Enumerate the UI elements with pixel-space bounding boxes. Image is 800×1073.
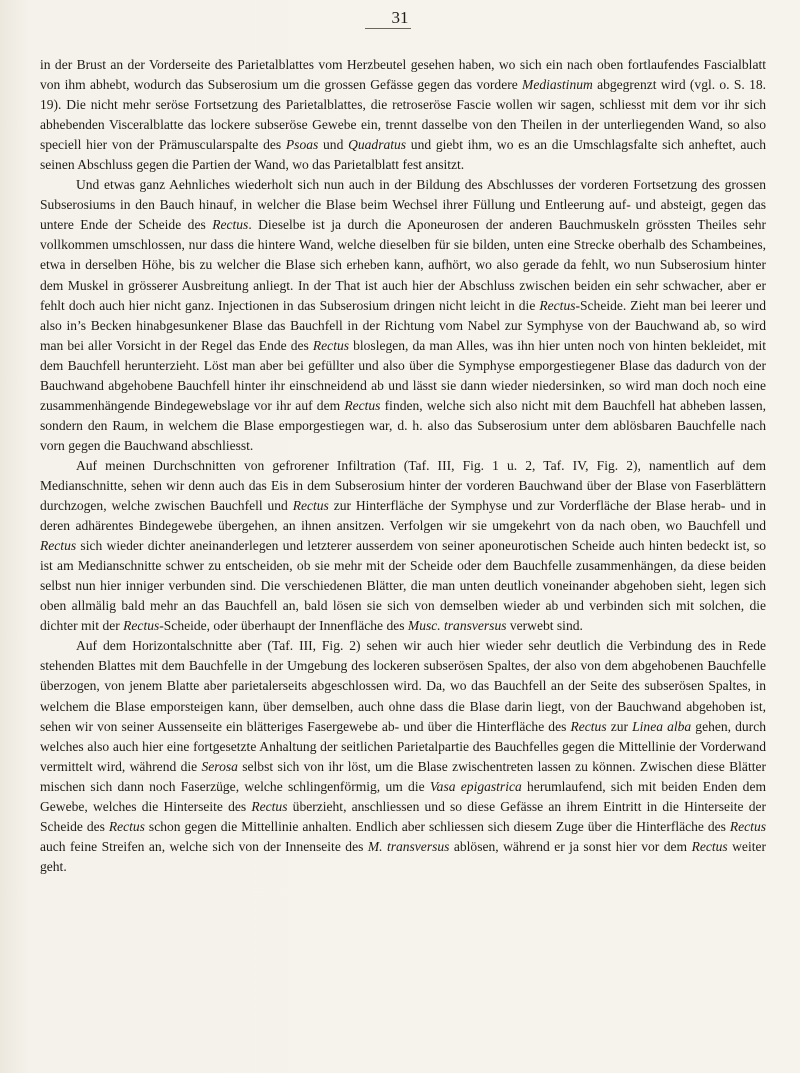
text-run: gehen, durch welches also auch hier eine fortgesetzte Anhaltung der seitlichen Parietalpartie des Bauchfelles gegen die Mittellinie der Vorderwand vermittelt wird, während die	[40, 718, 766, 774]
text-run: und giebt ihm, wo es an die Umschlagsfalte sich anheftet, auch seinen Abschluss gegen die Partien der Wand, wo das Parietalblatt fest ansitzt.	[40, 137, 766, 173]
text-run: zur Hinterfläche der Symphyse und zur Vorderfläche der Blase herab- und in deren adhärentes Bindegewebe übergehen, an ihnen ansitzen. Verfolgen wir sie umgekehrt von da nach oben, wo Bauchfell und	[40, 498, 766, 534]
italic-term: Rectus	[212, 217, 249, 233]
text-run: schon gegen die Mittellinie anhalten. Endlich aber schliessen sich diesem Zuge über die Hinterfläche des	[144, 818, 730, 834]
page-number: 31	[391, 8, 409, 27]
italic-term: Vasa epigastrica	[429, 778, 522, 794]
text-run: abgegrenzt wird (vgl. o. S. 18. 19). Die nicht mehr seröse Fortsetzung des Parietalblattes, die retroseröse Fascie wollen wir sagen, schliesst mit dem vor ihr sich abhebenden Visceralblatte das lockere subseröse Gewebe ein, trennt dasselbe von den Theilen in der unterliegenden Wand, so also speciell hier von der Prämuscularspalte des	[40, 77, 766, 153]
text-run: . Dieselbe ist ja durch die Aponeurosen der anderen Bauchmuskeln grössten Theiles sehr vollkommen umschlossen, nur dass die hintere Wand, welche dieselben für sie bilden, unten eine Strecke oberhalb des Schambeines, etwa in derselben Höhe, bis zu welcher die Blase sich erheben kann, aufhört, wo also gerade da fehlt, wo nun Subserosium hinter dem Muskel in grösserer Ausbreitung anliegt. In der That ist auch hier der Abschluss zwischen beiden ein sehr schwacher, aber er fehlt doch auch hier nicht ganz. Injectionen in das Subserosium dringen nicht leicht in die	[40, 217, 766, 313]
paragraph	[40, 175, 766, 456]
italic-term: Rectus	[539, 297, 576, 313]
text-run: selbst sich von ihr löst, um die Blase zwischentreten lassen zu können. Zwischen diese Blätter mischen sich dann noch Faserzüge, welche schlingenförmig, um die	[40, 758, 766, 794]
italic-term: Rectus	[251, 798, 288, 814]
text-run: verwebt sind.	[506, 618, 583, 634]
text-run: bloslegen, da man Alles, was ihn hier unten noch von hinten bekleidet, mit dem Bauchfell herunterzieht. Löst man aber bei gefüllter und also über die Symphyse emporgestiegener Blase das dadurch von der Bauchwand abgehobene Bauchfell hinter ihr einschneidend ab und lässt sie dann wieder niedersinken, so wird man doch noch eine zusammenhängende Bindegewebslage vor ihr auf dem	[40, 337, 766, 413]
text-run: auch feine Streifen an, welche sich von der Innenseite des	[40, 838, 368, 854]
text-run: überzieht, anschliessen und so diese Gefässe an ihrem Eintritt in die Hinterseite der Scheide des	[40, 798, 767, 834]
text-run: Auf dem Horizontalschnitte aber (Taf. III, Fig. 2) sehen wir auch hier wieder sehr deutlich die Verbindung des in Rede stehenden Blattes mit dem Bauchfelle in der Umgebung des lockeren subserösen Spaltes, der also von dem abgehobenen Bauchfelle überzogen, von jenem Blatte aber parietalerseits abgeschlossen wird. Da, wo das Bauchfell an der Seite des subserösen Spaltes, in welchem die Blase emporsteigen kann, über demselben, auch ohne dass die Blase darin liegt, von der Bauchwand abgehoben ist, sehen wir von seiner Aussenseite ein blätteriges Fasergewebe ab- und über die Hinterfläche des	[40, 638, 766, 734]
page-number-rule	[365, 28, 411, 29]
text-run: und	[318, 137, 349, 153]
italic-term: Psoas	[285, 137, 319, 153]
italic-term: Rectus	[570, 718, 607, 734]
italic-term: Rectus	[108, 818, 145, 834]
text-run: sich wieder dichter aneinanderlegen und letzterer ausserdem von seiner aponeurotischen Scheide auch hinten bedeckt ist, so ist am Medianschnitte schwer zu entscheiden, ob sie mehr mit der Scheide oder dem Bauchfelle zusammenhängen, da diese beiden selbst nun hier inniger verbunden sind. Die verschiedenen Blätter, die man unten deutlich voneinander abgehoben sieht, legen sich oben allmälig bald mehr an das Bauchfell an, bald lösen sie sich von demselben wieder ab und verbinden sich mit solchen, die dichter mit der	[40, 538, 766, 634]
italic-term: M. transversus	[367, 838, 450, 854]
text-run: ablösen, während er ja sonst hier vor dem	[449, 838, 692, 854]
italic-term: Rectus	[729, 818, 766, 834]
italic-term: Quadratus	[348, 137, 407, 153]
paragraph	[40, 636, 766, 877]
text-run: in der Brust an der Vorderseite des Parietalblattes vom Herzbeutel gesehen haben, wo sich ein nach oben fortlaufendes Fascialblatt von ihm abhebt, wodurch das Subserosium um die grossen Gefässe gegen das vordere	[40, 57, 766, 93]
paragraph	[40, 55, 766, 175]
italic-term: Musc. transversus	[407, 618, 507, 634]
italic-term: Rectus	[40, 538, 77, 554]
text-run: Und etwas ganz Aehnliches wiederholt sich nun auch in der Bildung des Abschlusses der vorderen Fortsetzung des grossen Subserosiums in den Bauch hinauf, in welcher die Blase beim Wechsel ihrer Füllung und Entleerung auf- und absteigt, gegen das untere Ende der Scheide des	[40, 177, 766, 233]
body-text	[40, 55, 766, 877]
paragraph	[40, 456, 766, 636]
italic-term: Rectus	[123, 618, 160, 634]
text-run: Auf meinen Durchschnitten von gefrorener Infiltration (Taf. III, Fig. 1 u. 2, Taf. IV, Fig. 2), namentlich auf dem Medianschnitte, sehen wir denn auch das Eis in dem Subserosium hinter der vorderen Bauchwand über der Blase von Faserblättern durchzogen, welche zwischen Bauchfell und	[40, 457, 766, 514]
text-run: finden, welche sich also nicht mit dem Bauchfell hat abheben lassen, sondern den Raum, in welchem die Blase emporgestiegen war, d. h. also das Subserosium unter dem ablösbaren Bauchfelle nach vorn gegen die Bauchwand abschliesst.	[40, 397, 767, 453]
text-run: -Scheide. Zieht man bei leerer und also in’s Becken hinabgesunkener Blase das Bauchfell in der Richtung vom Nabel zur Symphyse von der Bauchwand ab, so wird man bei aller Vorsicht in der Regel das Ende des	[40, 297, 767, 353]
italic-term: Rectus	[312, 337, 350, 353]
italic-term: Mediastinum	[522, 77, 593, 93]
text-run: -Scheide, oder überhaupt der Innenfläche des	[159, 618, 408, 634]
italic-term: Rectus	[292, 498, 329, 514]
text-run: weiter geht.	[40, 838, 766, 874]
italic-term: Linea alba	[632, 718, 692, 734]
italic-term: Rectus	[344, 397, 381, 413]
text-run: zur	[606, 718, 633, 734]
italic-term: Rectus	[691, 838, 728, 854]
italic-term: Serosa	[201, 758, 238, 774]
text-run: herumlaufend, sich mit beiden Enden dem Gewebe, welches die Hinterseite des	[40, 778, 767, 814]
